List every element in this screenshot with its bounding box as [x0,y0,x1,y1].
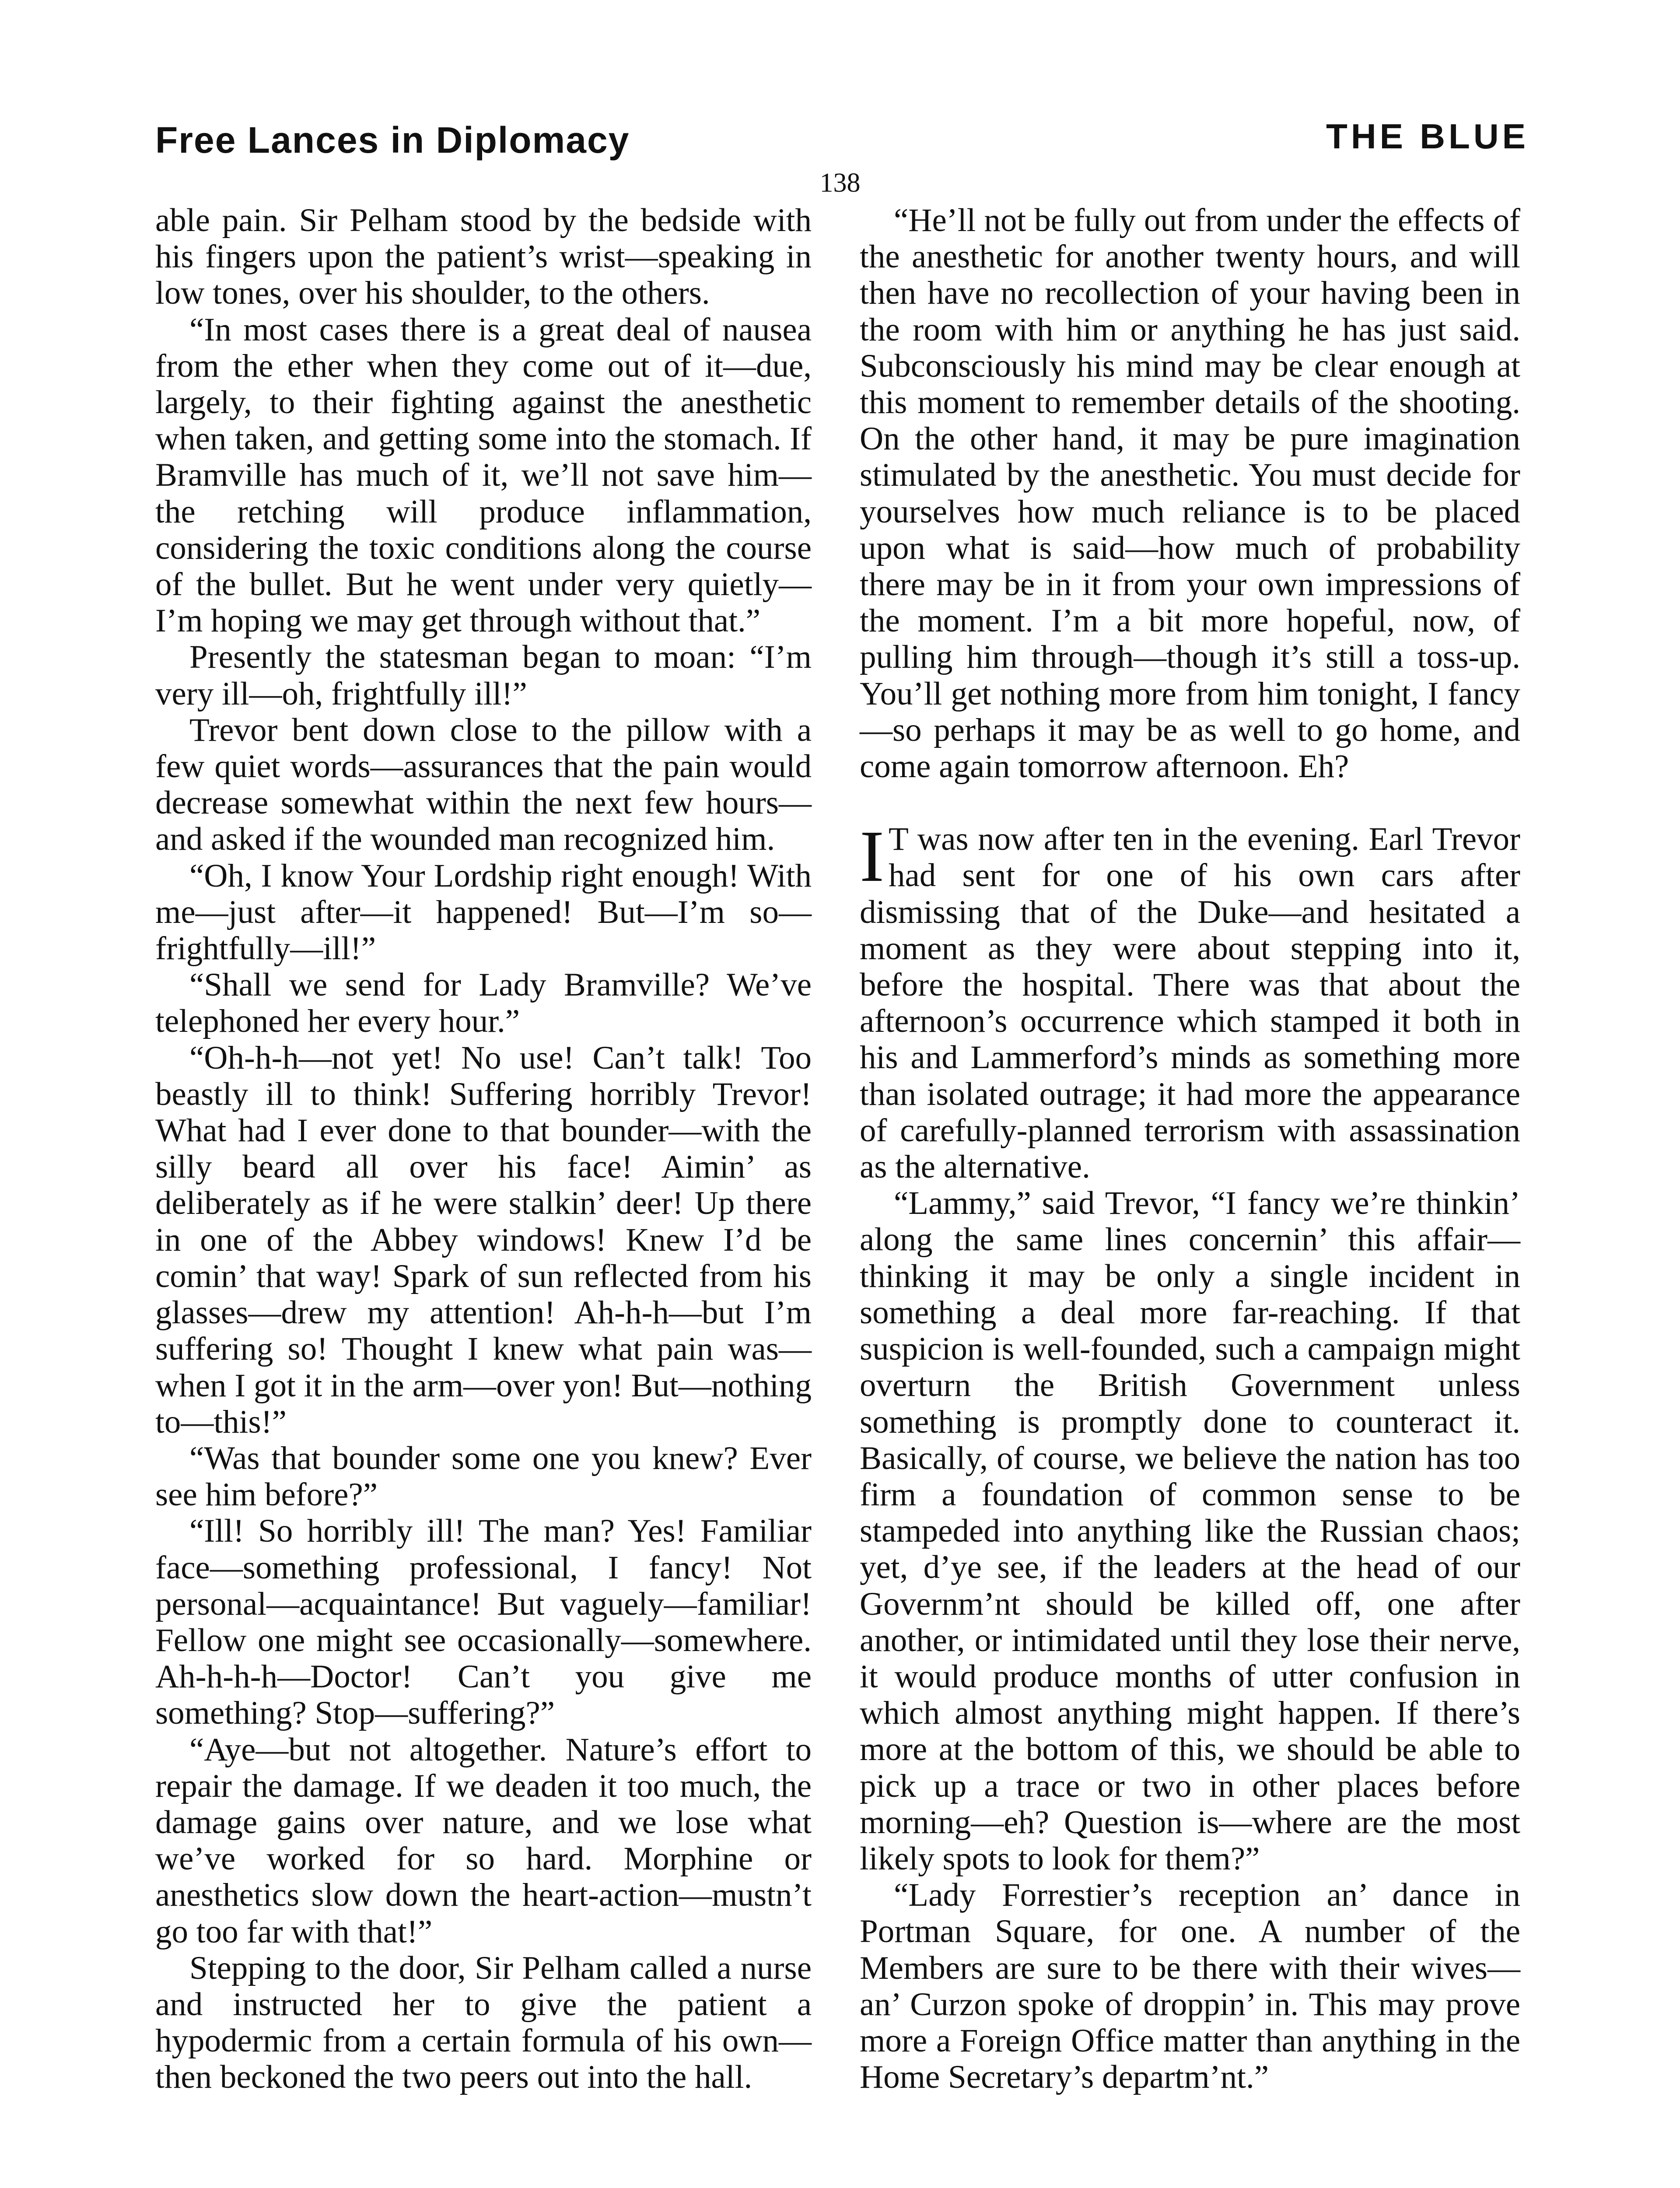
paragraph: “Oh, I know Your Lordship right enough! With me—just after—it happened! But—I’m so—frightfully—ill!” [155,857,812,967]
magazine-name: THE BLUE [1326,117,1529,156]
paragraph: “Lammy,” said Trevor, “I fancy we’re thinkin’ along the same lines concernin’ this affair—thinking it may be only a single incident in something a deal more far-reaching. If that suspicion is well-founded, such a campaign might overturn the British Government unless something is promptly done to counteract it. Basically, of course, we believe the nation has too firm a foundation of common sense to be stampeded into anything like the Russian chaos; yet, d’ye see, if the leaders at the head of our Governm’nt should be killed off, one after another, or intimidated until they lose their nerve, it would produce months of utter confusion in which almost anything might happen. If there’s more at the bottom of this, we should be able to pick up a trace or two in other places before morning—eh? Question is—where are the most likely spots to look for them?” [860,1185,1520,1877]
paragraph: “Aye—but not altogether. Nature’s effort to repair the damage. If we deaden it too much, the damage gains over nature, and we lose what we’ve worked for so hard. Morphine or anesthetics slow down the heart-action—mustn’t go too far with that!” [155,1731,812,1950]
paragraph: “Lady Forrestier’s reception an’ dance in Portman Square, for one. A number of the Members are sure to be there with their wives—an’ Curzon spoke of droppin’ in. This may prove more a Foreign Office matter than anything in the Home Secretary’s departm’nt.” [860,1877,1520,2096]
paragraph: Stepping to the door, Sir Pelham called a nurse and instructed her to give the patient a hypodermic from a certain formula of his own—then beckoned the two peers out into the hall. [155,1950,812,2096]
paragraph: “In most cases there is a great deal of nausea from the ether when they come out of it—due, largely, to their fighting against the anesthetic when taken, and getting some into the stomach. If Bramville has much of it, we’ll not save him—the retching will produce inflammation, considering the toxic conditions along the course of the bullet. But he went under very quietly—I’m hoping we may get through without that.” [155,311,812,639]
right-column [860,202,1520,2095]
story-title: Free Lances in Diplomacy [155,119,630,161]
paragraph: “He’ll not be fully out from under the effects of the anesthetic for another twenty hours, and will then have no recollection of your having been in the room with him or anything he has just said. Subconsciously his mind may be clear enough at this moment to remember details of the shooting. On the other hand, it may be pure imagination stimulated by the anesthetic. You must decide for yourselves how much reliance is to be placed upon what is said—how much of probability there may be in it from your own impressions of the moment. I’m a bit more hopeful, now, of pulling him through—though it’s still a toss-up. You’ll get nothing more from him tonight, I fancy—so perhaps it may be as well to go home, and come again tomorrow afternoon. Eh? [860,202,1520,785]
paragraph: Trevor bent down close to the pillow with a few quiet words—assurances that the pain would decrease somewhat within the next few hours—and asked if the wounded man recognized him. [155,712,812,858]
page-number: 138 [819,168,861,198]
paragraph: “Was that bounder some one you knew? Ever see him before?” [155,1440,812,1513]
section-first-text: T was now after ten in the evening. Earl Trevor had sent for one of his own cars after dismissing that of the Duke—and hesitated a moment as they were about stepping into it, before the hospital. There was that about the afternoon’s occurrence which stamped it both in his and Lammerford’s minds as something more than isolated outrage; it had more the appearance of carefully-planned terrorism with assassination as the alternative. [860,821,1520,1185]
paragraph: Presently the statesman began to moan: “I’m very ill—oh, frightfully ill!” [155,639,812,712]
paragraph: “Shall we send for Lady Bramville? We’ve telephoned her every hour.” [155,967,812,1040]
paragraph: able pain. Sir Pelham stood by the bedside with his fingers upon the patient’s wrist—speaking in low tones, over his shoulder, to the others. [155,202,812,312]
section-break-paragraph [860,816,1520,1185]
paragraph: “Oh-h-h—not yet! No use! Can’t talk! Too beastly ill to think! Suffering horribly Trevor! What had I ever done to that bounder—with the silly beard all over his face! Aimin’ as deliberately as if he were stalkin’ deer! Up there in one of the Abbey windows! Knew I’d be comin’ that way! Spark of sun reflected from his glasses—drew my attention! Ah-h-h—but I’m suffering so! Thought I knew what pain was—when I got it in the arm—over yon! But—nothing to—this!” [155,1039,812,1440]
paragraph: “Ill! So horribly ill! The man? Yes! Familiar face—something professional, I fancy! Not personal—acquaintance! But vaguely—familiar! Fellow one might see occasionally—somewhere. Ah-h-h-h—Doctor! Can’t you give me something? Stop—suffering?” [155,1513,812,1732]
drop-cap: I [860,816,884,898]
left-column [155,202,812,2096]
